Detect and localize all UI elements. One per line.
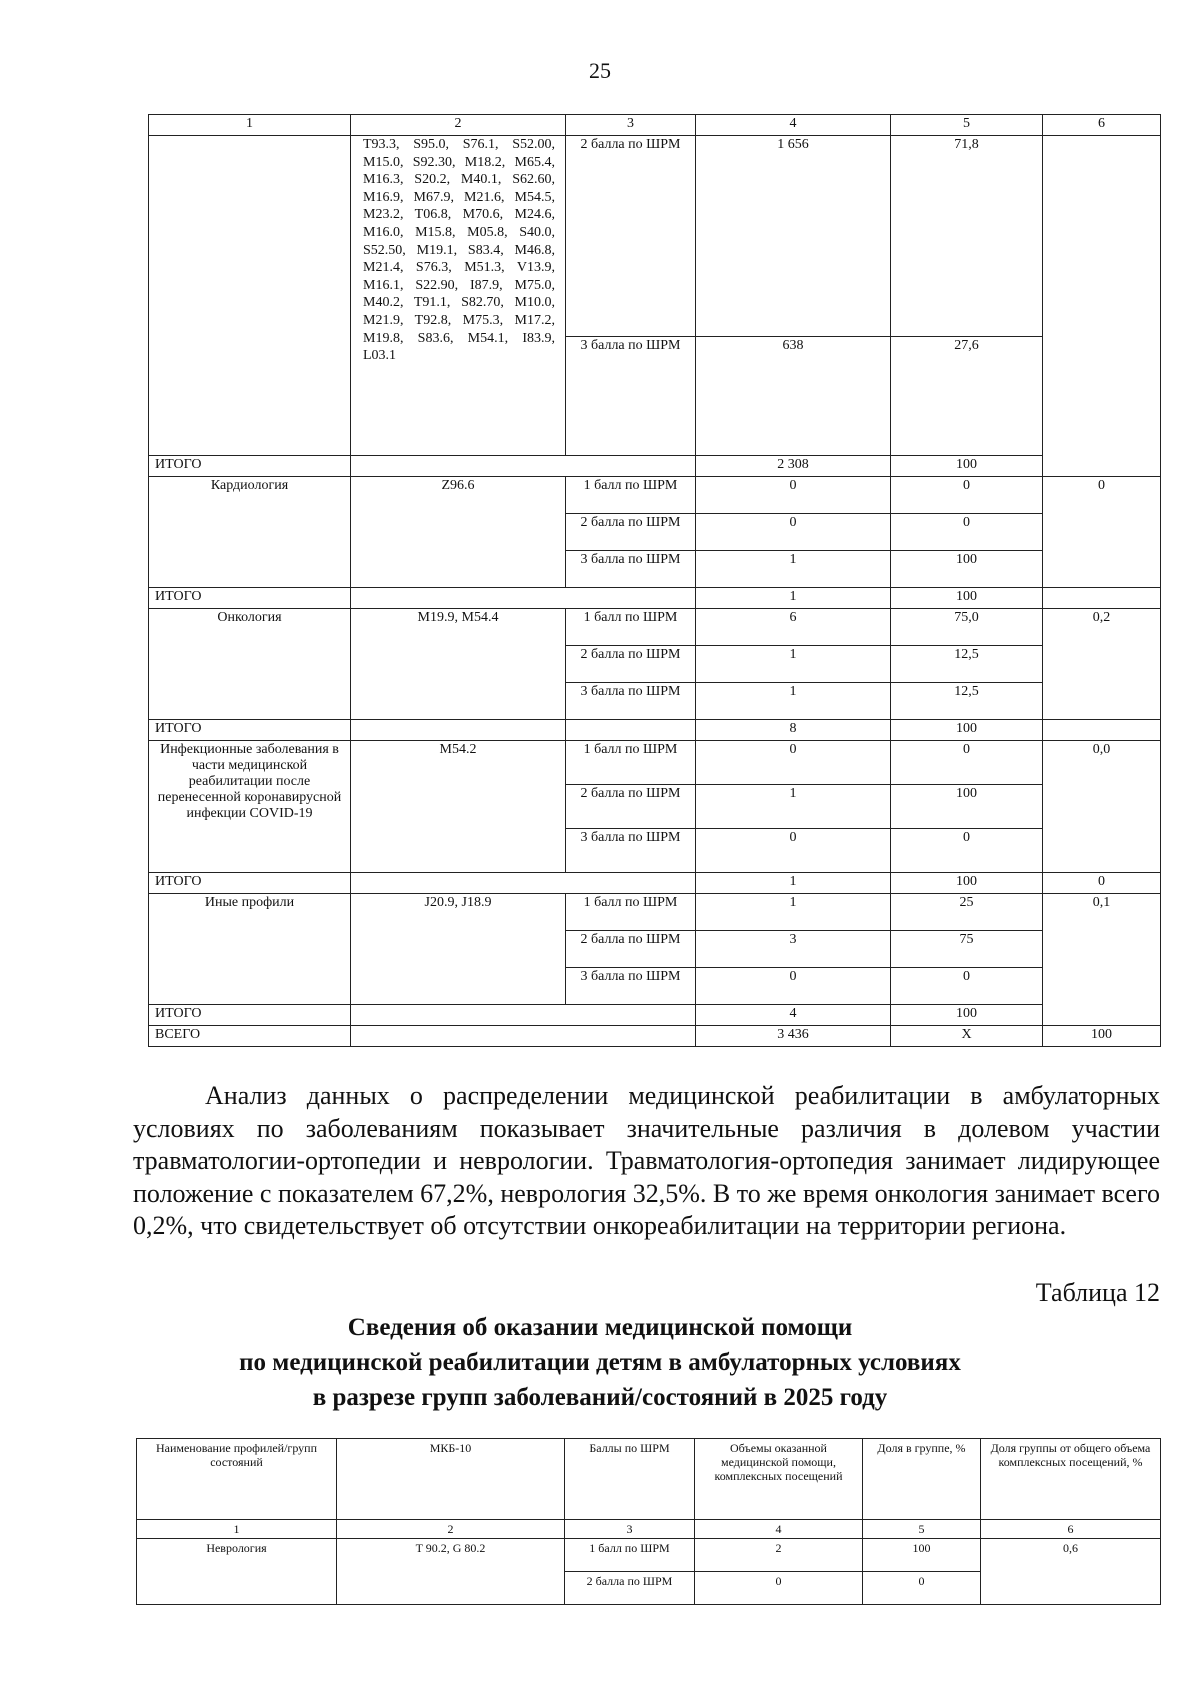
share-cell: 100: [891, 785, 1043, 829]
volume-cell: 1: [696, 551, 891, 588]
score-cell: 1 балл по ШРМ: [566, 477, 696, 514]
total-row: [149, 456, 1161, 477]
volume-cell: 0: [696, 741, 891, 785]
icd-codes: T 90.2, G 80.2: [337, 1539, 565, 1605]
volume-cell: 6: [696, 609, 891, 646]
share-cell: 100: [891, 456, 1043, 477]
table-row: [149, 609, 1161, 646]
grand-total-row: [149, 1026, 1161, 1047]
score-cell: 3 балла по ШРМ: [566, 683, 696, 720]
volume-cell: 4: [696, 1005, 891, 1026]
table-caption: [0, 1310, 1200, 1415]
share-cell: 100: [891, 873, 1043, 894]
total-label: ИТОГО: [149, 720, 351, 741]
analysis-paragraph: [133, 1080, 1160, 1243]
total-row: [149, 1005, 1161, 1026]
volume-cell: 3: [696, 931, 891, 968]
volume-cell: 1: [696, 588, 891, 609]
share-cell: 75: [891, 931, 1043, 968]
table-row: [149, 477, 1161, 514]
volume-cell: 638: [696, 337, 891, 456]
header-row: [137, 1439, 1161, 1520]
total-label: ИТОГО: [149, 873, 351, 894]
col-number: 2: [351, 115, 566, 136]
analysis-text: Анализ данных о распределении медицинской реабилитации в амбулаторных условиях по заболеваниям показывает значительные различия в долевом участии травматологии-ортопедии и неврологии. Травматология-ортопедия занимает лидирующее положение с показателем 67,2%, неврология 32,5%. В то же время онкология занимает всего 0,2%, что свидетельствует об отсутствии онкореабилитации на территории региона.: [133, 1081, 1160, 1240]
volume-cell: 2 308: [696, 456, 891, 477]
share-cell: 25: [891, 894, 1043, 931]
score-cell: 3 балла по ШРМ: [566, 968, 696, 1005]
share-cell: 0: [891, 968, 1043, 1005]
share-cell: 0: [891, 741, 1043, 785]
col-number: 4: [695, 1520, 863, 1539]
share-cell: 100: [891, 551, 1043, 588]
group-share-cell: 0,6: [981, 1539, 1161, 1605]
column-header: Доля в группе, %: [863, 1439, 981, 1520]
share-cell: 0: [891, 829, 1043, 873]
share-cell: 12,5: [891, 646, 1043, 683]
icd-codes: M19.9, M54.4: [351, 609, 566, 720]
share-cell: 0: [863, 1572, 981, 1605]
profile-name: Кардиология: [149, 477, 351, 588]
col-number: 6: [1043, 115, 1161, 136]
column-number-row: [137, 1520, 1161, 1539]
volume-cell: 0: [696, 477, 891, 514]
table-row: [149, 894, 1161, 931]
column-number-row: [149, 115, 1161, 136]
column-header: МКБ-10: [337, 1439, 565, 1520]
page-number: 25: [589, 58, 611, 83]
total-label: ИТОГО: [149, 1005, 351, 1026]
share-cell: Х: [891, 1026, 1043, 1047]
score-cell: 3 балла по ШРМ: [566, 829, 696, 873]
total-label: ИТОГО: [149, 588, 351, 609]
icd-codes: J20.9, J18.9: [351, 894, 566, 1005]
group-share-cell: 0: [1043, 873, 1161, 894]
icd-codes: T93.3, S95.0, S76.1, S52.00, M15.0, S92.30, M18.2, M65.4, M16.3, S20.2, M40.1, S62.60, M16.9, M67.9, M21.6, M54.5, M23.2, T06.8, M70.6, M24.6, M16.0, M15.8, M05.8, S40.0, S52.50, M19.1, S83.4, M46.8, M21.4, S76.3, M51.3, V13.9, M16.1, S22.90, I87.9, M75.0, M40.2, T91.1, S82.70, M10.0, M21.9, T92.8, M75.3, M17.2, M19.8, S83.6, M54.1, I83.9, L03.1: [351, 136, 566, 456]
column-header: Доля группы от общего объема комплексных посещений, %: [981, 1439, 1161, 1520]
grand-total-label: ВСЕГО: [149, 1026, 351, 1047]
share-cell: 75,0: [891, 609, 1043, 646]
score-cell: 2 балла по ШРМ: [566, 931, 696, 968]
score-cell: 1 балл по ШРМ: [566, 894, 696, 931]
column-header: Баллы по ШРМ: [565, 1439, 695, 1520]
group-share-cell: 0: [1043, 477, 1161, 588]
col-number: 3: [566, 115, 696, 136]
score-cell: 3 балла по ШРМ: [566, 337, 696, 456]
share-cell: 100: [891, 720, 1043, 741]
volume-cell: 0: [695, 1572, 863, 1605]
volume-cell: 1: [696, 646, 891, 683]
caption-line: по медицинской реабилитации детям в амбулаторных условиях: [239, 1349, 961, 1376]
score-cell: 3 балла по ШРМ: [566, 551, 696, 588]
share-cell: 100: [891, 588, 1043, 609]
share-cell: 100: [891, 1005, 1043, 1026]
total-row: [149, 720, 1161, 741]
score-cell: 2 балла по ШРМ: [566, 646, 696, 683]
col-number: 1: [137, 1520, 337, 1539]
caption-line: в разрезе групп заболеваний/состояний в 2025 году: [312, 1384, 888, 1411]
total-row: [149, 873, 1161, 894]
share-cell: 71,8: [891, 136, 1043, 337]
score-cell: 2 балла по ШРМ: [566, 136, 696, 337]
table-label: Таблица 12: [1035, 1278, 1160, 1307]
column-header: Наименование профилей/групп состояний: [137, 1439, 337, 1520]
score-cell: 1 балл по ШРМ: [566, 609, 696, 646]
group-share-cell: [1043, 136, 1161, 477]
col-number: 5: [891, 115, 1043, 136]
volume-cell: 8: [696, 720, 891, 741]
rehab-distribution-table: [148, 114, 1161, 1047]
profile-name: Неврология: [137, 1539, 337, 1605]
table-row: [137, 1539, 1161, 1572]
share-cell: 100: [863, 1539, 981, 1572]
volume-cell: 0: [696, 829, 891, 873]
profile-name: [149, 136, 351, 456]
col-number: 3: [565, 1520, 695, 1539]
share-cell: 12,5: [891, 683, 1043, 720]
profile-name: Онкология: [149, 609, 351, 720]
score-cell: 2 балла по ШРМ: [566, 785, 696, 829]
children-rehab-table: [136, 1438, 1161, 1605]
share-cell: 27,6: [891, 337, 1043, 456]
col-number: 5: [863, 1520, 981, 1539]
group-share-cell: 0,0: [1043, 741, 1161, 873]
volume-cell: 1: [696, 873, 891, 894]
total-row: [149, 588, 1161, 609]
score-cell: 2 балла по ШРМ: [566, 514, 696, 551]
profile-name: Инфекционные заболевания в части медицинской реабилитации после перенесенной коронавирусной инфекции COVID-19: [149, 741, 351, 873]
caption-line: Сведения об оказании медицинской помощи: [347, 1314, 853, 1341]
group-share-cell: 100: [1043, 1026, 1161, 1047]
col-number: 1: [149, 115, 351, 136]
share-cell: 0: [891, 477, 1043, 514]
column-header: Объемы оказанной медицинской помощи, комплексных посещений: [695, 1439, 863, 1520]
volume-cell: 1: [696, 683, 891, 720]
score-cell: 1 балл по ШРМ: [566, 741, 696, 785]
icd-codes: Z96.6: [351, 477, 566, 588]
table-row: [149, 741, 1161, 785]
volume-cell: 0: [696, 968, 891, 1005]
volume-cell: 1 656: [696, 136, 891, 337]
group-share-cell: 0,2: [1043, 609, 1161, 720]
volume-cell: 2: [695, 1539, 863, 1572]
total-label: ИТОГО: [149, 456, 351, 477]
group-share-cell: 0,1: [1043, 894, 1161, 1026]
volume-cell: 1: [696, 894, 891, 931]
score-cell: 2 балла по ШРМ: [565, 1572, 695, 1605]
profile-name: Иные профили: [149, 894, 351, 1005]
col-number: 6: [981, 1520, 1161, 1539]
col-number: 2: [337, 1520, 565, 1539]
volume-cell: 3 436: [696, 1026, 891, 1047]
volume-cell: 1: [696, 785, 891, 829]
volume-cell: 0: [696, 514, 891, 551]
col-number: 4: [696, 115, 891, 136]
icd-codes: M54.2: [351, 741, 566, 873]
score-cell: 1 балл по ШРМ: [565, 1539, 695, 1572]
table-row: [149, 136, 1161, 337]
share-cell: 0: [891, 514, 1043, 551]
